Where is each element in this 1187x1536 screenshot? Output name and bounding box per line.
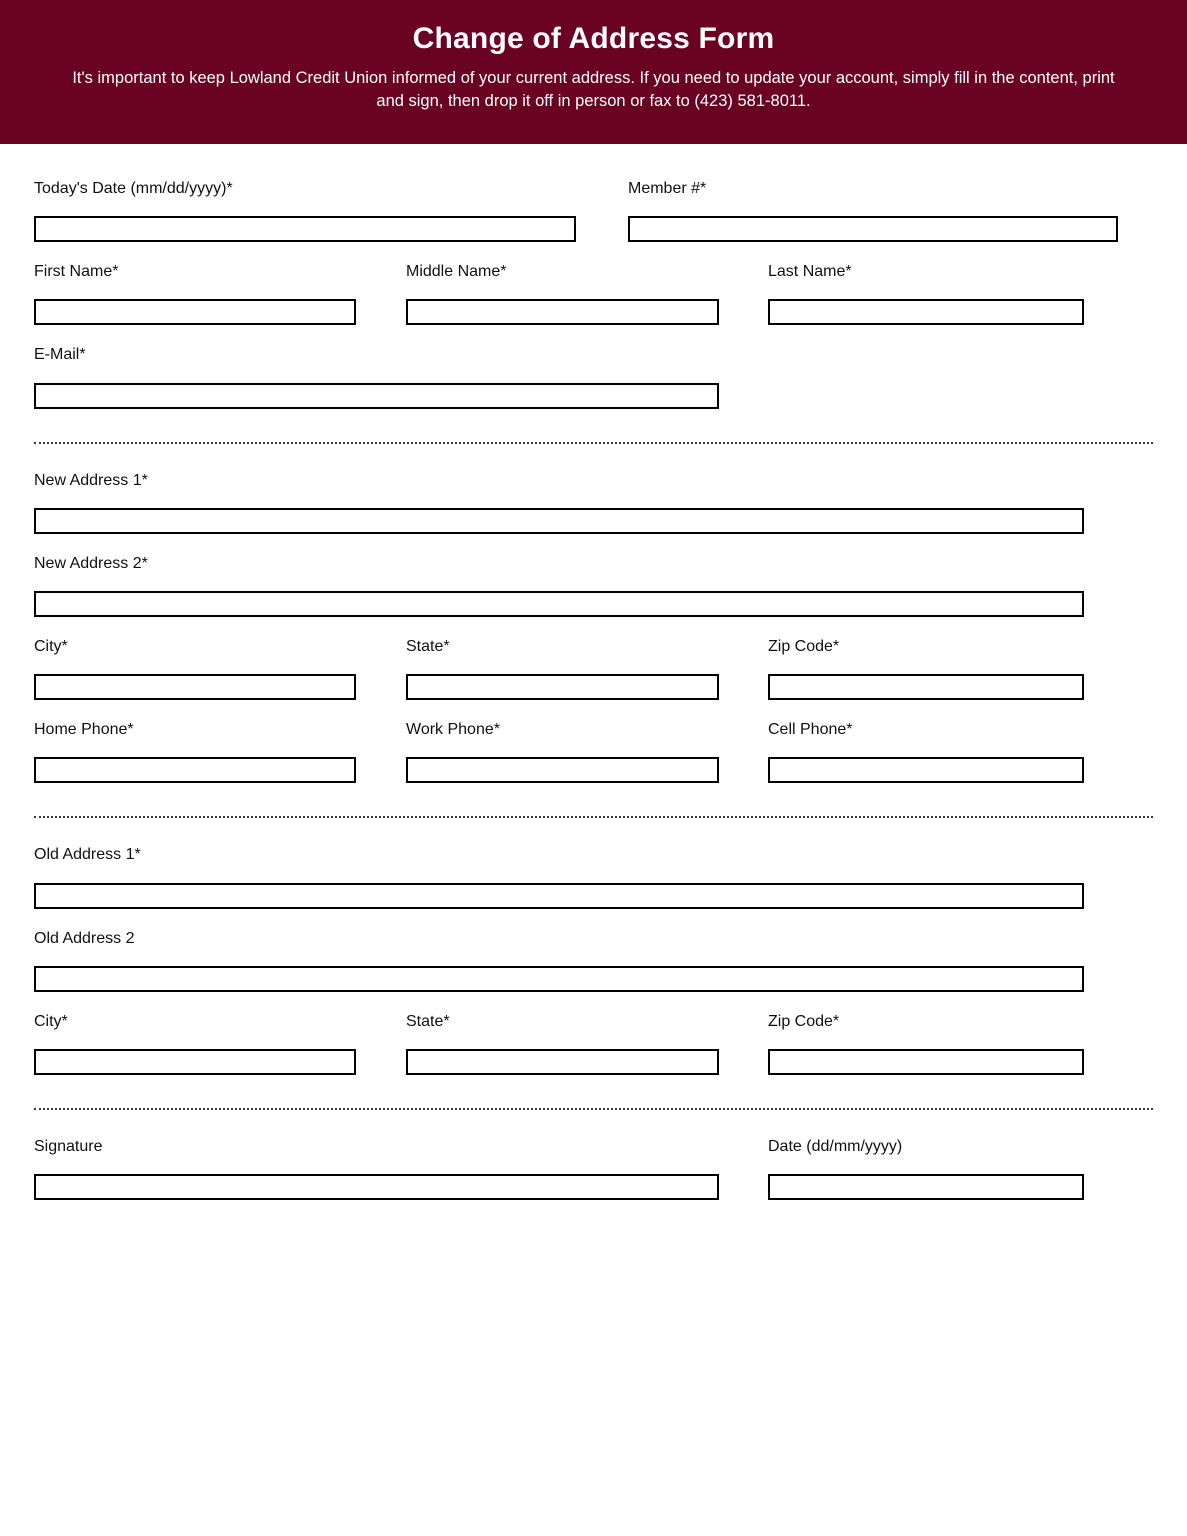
work-phone-input[interactable]: [406, 757, 719, 783]
email-input[interactable]: [34, 383, 719, 409]
section-new-address: [0, 471, 1187, 784]
last-name-label: Last Name*: [768, 263, 852, 281]
field-signoff-date: [768, 1137, 1084, 1200]
home-phone-input[interactable]: [34, 757, 356, 783]
field-middle-name: [406, 262, 719, 325]
row-new-city-state-zip: [0, 637, 1187, 700]
member-number-label: Member #*: [628, 180, 707, 197]
row-new-address-2: [0, 554, 1187, 617]
old-address-2-input[interactable]: [34, 966, 1084, 992]
field-new-city: [34, 637, 356, 700]
field-work-phone: [406, 720, 719, 783]
new-state-label: State*: [406, 637, 450, 655]
field-old-address-2: [34, 929, 1084, 992]
home-phone-label: Home Phone*: [34, 721, 134, 739]
field-first-name: [34, 262, 356, 325]
email-label: E-Mail*: [34, 346, 86, 364]
first-name-input[interactable]: [34, 299, 356, 325]
field-cell-phone: [768, 720, 1084, 783]
todays-date-label: Today's Date (mm/dd/yyyy)*: [34, 180, 233, 197]
member-number-input[interactable]: [628, 216, 1118, 242]
todays-date-input[interactable]: [34, 216, 576, 242]
old-state-label: State*: [406, 1012, 450, 1030]
cell-phone-input[interactable]: [768, 757, 1084, 783]
field-new-state: [406, 637, 719, 700]
new-address-2-label: New Address 2*: [34, 554, 148, 572]
field-new-address-1: [34, 471, 1084, 534]
field-last-name: [768, 262, 1084, 325]
signoff-date-input[interactable]: [768, 1174, 1084, 1200]
section-member-info: [0, 179, 1187, 409]
section-divider-2: [34, 816, 1153, 818]
section-divider-3: [34, 1108, 1153, 1110]
old-zip-label: Zip Code*: [768, 1012, 840, 1030]
old-address-2-label: Old Address 2: [34, 929, 135, 947]
cell-phone-label: Cell Phone*: [768, 721, 853, 739]
middle-name-input[interactable]: [406, 299, 719, 325]
signoff-date-label: Date (dd/mm/yyyy): [768, 1137, 903, 1155]
field-new-zip: [768, 637, 1084, 700]
new-address-1-input[interactable]: [34, 508, 1084, 534]
row-phones: [0, 720, 1187, 783]
new-state-input[interactable]: [406, 674, 719, 700]
field-new-address-2: [34, 554, 1084, 617]
middle-name-label: Middle Name*: [406, 263, 507, 281]
field-todays-date: [34, 179, 576, 242]
new-zip-label: Zip Code*: [768, 637, 840, 655]
old-state-input[interactable]: [406, 1049, 719, 1075]
field-old-address-1: [34, 845, 1084, 908]
row-signature-date: [0, 1137, 1187, 1200]
row-old-address-2: [0, 929, 1187, 992]
field-signature: [34, 1137, 719, 1200]
row-old-address-1: [0, 845, 1187, 908]
row-name: [0, 262, 1187, 325]
last-name-input[interactable]: [768, 299, 1084, 325]
row-new-address-1: [0, 471, 1187, 534]
field-home-phone: [34, 720, 356, 783]
first-name-label: First Name*: [34, 263, 119, 281]
new-zip-input[interactable]: [768, 674, 1084, 700]
new-address-1-label: New Address 1*: [34, 471, 148, 489]
field-member-number: [628, 179, 1118, 242]
row-old-city-state-zip: [0, 1012, 1187, 1075]
form-body: [0, 179, 1187, 1200]
work-phone-label: Work Phone*: [406, 721, 500, 739]
field-old-zip: [768, 1012, 1084, 1075]
row-email: [0, 345, 1187, 408]
section-old-address: [0, 845, 1187, 1075]
section-signoff: [0, 1137, 1187, 1200]
old-address-1-input[interactable]: [34, 883, 1084, 909]
field-old-city: [34, 1012, 356, 1075]
signature-input[interactable]: [34, 1174, 719, 1200]
new-city-input[interactable]: [34, 674, 356, 700]
field-email: [34, 345, 719, 408]
new-city-label: City*: [34, 637, 68, 655]
old-city-label: City*: [34, 1012, 68, 1030]
form-header-banner: [0, 0, 1187, 144]
new-address-2-input[interactable]: [34, 591, 1084, 617]
old-city-input[interactable]: [34, 1049, 356, 1075]
section-divider-1: [34, 442, 1153, 444]
old-zip-input[interactable]: [768, 1049, 1084, 1075]
field-old-state: [406, 1012, 719, 1075]
page-title: Change of Address Form: [412, 22, 775, 55]
signature-label: Signature: [34, 1137, 103, 1155]
header-subtitle: It's important to keep Lowland Credit Union informed of your current address. If you need to update your account, simply fill in the content, print and sign, then drop it off in person or fax to (423) 581-8011.: [72, 68, 1115, 111]
old-address-1-label: Old Address 1*: [34, 846, 141, 864]
row-date-member: [0, 179, 1187, 242]
